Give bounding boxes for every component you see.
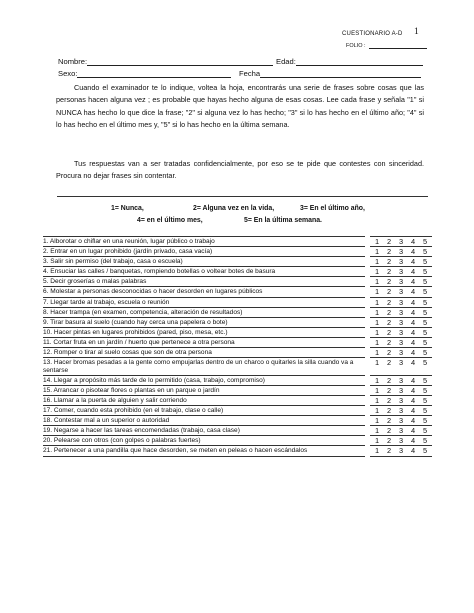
answer-option-1[interactable]: 1 bbox=[374, 337, 380, 347]
question-text: 3. Salir sin permiso (del trabajo, casa o escuela) bbox=[43, 257, 365, 267]
answer-option-5[interactable]: 5 bbox=[422, 426, 428, 436]
answer-option-5[interactable]: 5 bbox=[422, 267, 428, 277]
answer-option-2[interactable]: 2 bbox=[386, 277, 392, 287]
question-text: 10. Hacer pintas en lugares prohibidos (pared, piso, mesa, etc.) bbox=[43, 327, 365, 337]
answer-option-1[interactable]: 1 bbox=[374, 297, 380, 307]
answer-option-4[interactable]: 4 bbox=[410, 348, 416, 358]
answer-option-5[interactable]: 5 bbox=[422, 436, 428, 446]
page-number: 1 bbox=[414, 27, 419, 37]
fecha-input-line[interactable] bbox=[260, 69, 421, 78]
answer-scale bbox=[370, 278, 432, 286]
answer-scale bbox=[370, 319, 432, 327]
answer-option-4[interactable]: 4 bbox=[410, 406, 416, 416]
answer-option-4[interactable]: 4 bbox=[410, 297, 416, 307]
question-row bbox=[43, 277, 432, 287]
question-row bbox=[43, 375, 432, 385]
question-text: 17. Comer, cuando esta prohibido (en el trabajo, clase o calle) bbox=[43, 406, 365, 416]
answer-option-3[interactable]: 3 bbox=[398, 446, 404, 456]
answer-option-1[interactable]: 1 bbox=[374, 348, 380, 358]
question-row bbox=[43, 348, 432, 358]
answer-option-5[interactable]: 5 bbox=[422, 287, 428, 297]
sexo-label: Sexo: bbox=[58, 69, 78, 78]
answer-options bbox=[370, 416, 432, 426]
answer-option-3[interactable]: 3 bbox=[398, 385, 404, 395]
answer-option-2[interactable]: 2 bbox=[386, 436, 392, 446]
legend-ultimo-mes: 4= en el último mes, bbox=[137, 217, 203, 224]
answer-option-3[interactable]: 3 bbox=[398, 375, 404, 385]
answer-option-4[interactable]: 4 bbox=[410, 237, 416, 246]
answer-option-3[interactable]: 3 bbox=[398, 247, 404, 257]
answer-option-2[interactable]: 2 bbox=[386, 287, 392, 297]
answer-option-3[interactable]: 3 bbox=[398, 237, 404, 246]
answer-options bbox=[370, 436, 432, 446]
sexo-input-line[interactable] bbox=[77, 69, 231, 78]
folio-label: FOLIO : bbox=[346, 43, 366, 49]
question-row bbox=[43, 247, 432, 257]
answer-option-5[interactable]: 5 bbox=[422, 348, 428, 358]
answer-options bbox=[370, 396, 432, 406]
edad-field bbox=[276, 57, 423, 66]
folio-field bbox=[346, 43, 427, 49]
answer-option-4[interactable]: 4 bbox=[410, 317, 416, 327]
answer-option-2[interactable]: 2 bbox=[386, 348, 392, 358]
question-row bbox=[43, 237, 432, 247]
answer-option-3[interactable]: 3 bbox=[398, 436, 404, 446]
answer-option-1[interactable]: 1 bbox=[374, 446, 380, 456]
question-row bbox=[43, 307, 432, 317]
answer-options bbox=[370, 348, 432, 358]
question-row bbox=[43, 287, 432, 297]
answer-option-3[interactable]: 3 bbox=[398, 426, 404, 436]
answer-option-4[interactable]: 4 bbox=[410, 257, 416, 267]
question-text: 21. Pertenecer a una pandilla que hace desorden, se meten en peleas o hacen escándalos bbox=[43, 446, 365, 456]
answer-option-3[interactable]: 3 bbox=[398, 348, 404, 358]
answer-options bbox=[370, 337, 432, 347]
question-text: 18. Contestar mal a un superior o autoridad bbox=[43, 416, 365, 426]
answer-options bbox=[370, 237, 432, 247]
answer-option-3[interactable]: 3 bbox=[398, 277, 404, 287]
question-row bbox=[43, 327, 432, 337]
answer-option-2[interactable]: 2 bbox=[386, 396, 392, 405]
answer-scale bbox=[370, 397, 432, 405]
answer-option-3[interactable]: 3 bbox=[398, 337, 404, 347]
answer-option-2[interactable]: 2 bbox=[386, 337, 392, 347]
answer-options bbox=[370, 297, 432, 307]
answer-options bbox=[370, 426, 432, 436]
answer-option-2[interactable]: 2 bbox=[386, 297, 392, 307]
answer-scale bbox=[370, 288, 432, 296]
answer-scale bbox=[370, 258, 432, 266]
answer-option-4[interactable]: 4 bbox=[410, 375, 416, 385]
answer-options bbox=[370, 307, 432, 317]
answer-options bbox=[370, 375, 432, 385]
answer-option-3[interactable]: 3 bbox=[398, 317, 404, 327]
answer-option-4[interactable]: 4 bbox=[410, 436, 416, 446]
answer-scale bbox=[370, 238, 432, 246]
answer-option-4[interactable]: 4 bbox=[410, 385, 416, 395]
answer-scale bbox=[370, 447, 432, 455]
answer-option-3[interactable]: 3 bbox=[398, 267, 404, 277]
answer-option-1[interactable]: 1 bbox=[374, 287, 380, 297]
answer-scale bbox=[370, 248, 432, 256]
answer-option-3[interactable]: 3 bbox=[398, 297, 404, 307]
answer-option-1[interactable]: 1 bbox=[374, 396, 380, 405]
answer-scale bbox=[370, 299, 432, 307]
answer-option-5[interactable]: 5 bbox=[422, 327, 428, 337]
answer-option-4[interactable]: 4 bbox=[410, 358, 416, 368]
answer-option-1[interactable]: 1 bbox=[374, 307, 380, 317]
question-row bbox=[43, 416, 432, 426]
answer-option-2[interactable]: 2 bbox=[386, 426, 392, 436]
edad-input-line[interactable] bbox=[296, 57, 423, 66]
answer-options bbox=[370, 317, 432, 327]
answer-options bbox=[370, 257, 432, 267]
question-text: 6. Molestar a personas desconocidas o hacer desorden en lugares públicos bbox=[43, 287, 365, 297]
answer-options bbox=[370, 267, 432, 277]
answer-scale bbox=[370, 329, 432, 337]
answer-option-5[interactable]: 5 bbox=[422, 446, 428, 456]
answer-options bbox=[370, 358, 432, 376]
question-text: 7. Llegar tarde al trabajo, escuela o reunión bbox=[43, 297, 365, 307]
answer-option-1[interactable]: 1 bbox=[374, 257, 380, 267]
answer-option-5[interactable]: 5 bbox=[422, 247, 428, 257]
edad-label: Edad: bbox=[276, 57, 296, 66]
answer-scale bbox=[370, 437, 432, 445]
answer-options bbox=[370, 247, 432, 257]
nombre-field bbox=[58, 57, 273, 66]
answer-option-5[interactable]: 5 bbox=[422, 375, 428, 385]
question-text: 2. Entrar en un lugar prohibido (jardín privado, casa vacía) bbox=[43, 247, 365, 257]
answer-option-5[interactable]: 5 bbox=[422, 396, 428, 405]
question-text: 9. Tirar basura al suelo (cuando hay cerca una papelera o bote) bbox=[43, 317, 365, 327]
answer-option-5[interactable]: 5 bbox=[422, 337, 428, 347]
answer-option-2[interactable]: 2 bbox=[386, 385, 392, 395]
answer-option-4[interactable]: 4 bbox=[410, 446, 416, 456]
answer-option-2[interactable]: 2 bbox=[386, 307, 392, 317]
question-text: 11. Cortar fruta en un jardín / huerto que pertenece a otra persona bbox=[43, 337, 365, 347]
answer-option-1[interactable]: 1 bbox=[374, 267, 380, 277]
answer-option-1[interactable]: 1 bbox=[374, 406, 380, 416]
question-row bbox=[43, 406, 432, 416]
answer-option-3[interactable]: 3 bbox=[398, 257, 404, 267]
answer-option-2[interactable]: 2 bbox=[386, 375, 392, 385]
answer-option-5[interactable]: 5 bbox=[422, 416, 428, 426]
question-text: 8. Hacer trampa (en examen, competencia, alteración de resultados) bbox=[43, 307, 365, 317]
folio-input-line[interactable] bbox=[369, 43, 427, 49]
answer-option-4[interactable]: 4 bbox=[410, 426, 416, 436]
answer-option-2[interactable]: 2 bbox=[386, 416, 392, 426]
answer-scale bbox=[370, 309, 432, 317]
answer-option-3[interactable]: 3 bbox=[398, 406, 404, 416]
answer-option-3[interactable]: 3 bbox=[398, 327, 404, 337]
questionnaire-table bbox=[43, 236, 432, 457]
answer-options bbox=[370, 406, 432, 416]
answer-option-1[interactable]: 1 bbox=[374, 327, 380, 337]
question-text: 14. Llegar a propósito más tarde de lo permitido (casa, trabajo, compromiso) bbox=[43, 375, 365, 385]
answer-scale bbox=[370, 427, 432, 435]
question-row bbox=[43, 297, 432, 307]
answer-option-3[interactable]: 3 bbox=[398, 396, 404, 405]
answer-option-5[interactable]: 5 bbox=[422, 277, 428, 287]
answer-option-5[interactable]: 5 bbox=[422, 317, 428, 327]
question-text: 5. Decir groserías o malas palabras bbox=[43, 277, 365, 287]
answer-option-1[interactable]: 1 bbox=[374, 436, 380, 446]
answer-option-4[interactable]: 4 bbox=[410, 247, 416, 257]
answer-option-5[interactable]: 5 bbox=[422, 257, 428, 267]
answer-option-4[interactable]: 4 bbox=[410, 277, 416, 287]
answer-options bbox=[370, 385, 432, 395]
legend-alguna-vez: 2= Alguna vez en la vida, bbox=[193, 205, 275, 212]
question-row bbox=[43, 446, 432, 456]
answer-scale bbox=[370, 268, 432, 276]
legend-ultimo-ano: 3= En el último año, bbox=[300, 205, 365, 212]
answer-option-4[interactable]: 4 bbox=[410, 416, 416, 426]
answer-option-5[interactable]: 5 bbox=[422, 307, 428, 317]
question-text: 15. Arrancar o pisotear flores o plantas en un parque o jardín bbox=[43, 385, 365, 395]
divider bbox=[57, 196, 428, 197]
answer-option-1[interactable]: 1 bbox=[374, 317, 380, 327]
answer-option-2[interactable]: 2 bbox=[386, 446, 392, 456]
answer-option-4[interactable]: 4 bbox=[410, 307, 416, 317]
answer-scale bbox=[370, 339, 432, 347]
answer-option-1[interactable]: 1 bbox=[374, 426, 380, 436]
question-text: 4. Ensuciar las calles / banquetas, rompiendo botellas o voltear botes de basura bbox=[43, 267, 365, 277]
answer-options bbox=[370, 277, 432, 287]
answer-option-4[interactable]: 4 bbox=[410, 267, 416, 277]
question-row bbox=[43, 358, 432, 376]
legend-nunca: 1= Nunca, bbox=[111, 205, 144, 212]
answer-option-5[interactable]: 5 bbox=[422, 297, 428, 307]
question-row bbox=[43, 267, 432, 277]
question-text: 13. Hacer bromas pesadas a la gente como empujarlas dentro de un charco o quitarles la silla cuando va a sentarse bbox=[43, 358, 365, 376]
answer-option-2[interactable]: 2 bbox=[386, 406, 392, 416]
answer-options bbox=[370, 446, 432, 456]
question-row bbox=[43, 436, 432, 446]
question-row bbox=[43, 257, 432, 267]
question-text: 20. Pelearse con otros (con golpes o palabras fuertes) bbox=[43, 436, 365, 446]
confidentiality-paragraph: Tus respuestas van a ser tratadas confidencialmente, por eso se te pide que contestes con sinceridad. Procura no dejar frases sin contentar. bbox=[56, 159, 424, 181]
fecha-label: Fecha bbox=[239, 69, 261, 78]
answer-option-2[interactable]: 2 bbox=[386, 257, 392, 267]
question-text: 16. Llamar a la puerta de alguien y salir corriendo bbox=[43, 396, 365, 406]
answer-option-1[interactable]: 1 bbox=[374, 385, 380, 395]
answer-option-3[interactable]: 3 bbox=[398, 287, 404, 297]
legend-ultima-semana: 5= En la última semana. bbox=[244, 217, 322, 224]
question-row bbox=[43, 396, 432, 406]
answer-scale bbox=[370, 377, 432, 385]
fecha-field bbox=[239, 69, 421, 78]
answer-option-5[interactable]: 5 bbox=[422, 406, 428, 416]
question-text: 19. Negarse a hacer las tareas encomendadas (trabajo, casa clase) bbox=[43, 426, 365, 436]
question-row bbox=[43, 337, 432, 347]
answer-option-1[interactable]: 1 bbox=[374, 247, 380, 257]
answer-option-1[interactable]: 1 bbox=[374, 237, 380, 246]
answer-scale bbox=[370, 387, 432, 395]
answer-option-5[interactable]: 5 bbox=[422, 358, 428, 368]
answer-option-5[interactable]: 5 bbox=[422, 237, 428, 246]
answer-option-3[interactable]: 3 bbox=[398, 358, 404, 368]
answer-option-2[interactable]: 2 bbox=[386, 317, 392, 327]
question-text: 12. Romper o tirar al suelo cosas que son de otra persona bbox=[43, 348, 365, 358]
answer-option-2[interactable]: 2 bbox=[386, 327, 392, 337]
answer-option-1[interactable]: 1 bbox=[374, 416, 380, 426]
question-row bbox=[43, 426, 432, 436]
answer-option-4[interactable]: 4 bbox=[410, 287, 416, 297]
question-row bbox=[43, 317, 432, 327]
answer-option-1[interactable]: 1 bbox=[374, 358, 380, 368]
answer-options bbox=[370, 327, 432, 337]
answer-option-4[interactable]: 4 bbox=[410, 396, 416, 405]
answer-scale bbox=[370, 417, 432, 425]
answer-option-2[interactable]: 2 bbox=[386, 237, 392, 246]
nombre-input-line[interactable] bbox=[87, 57, 273, 66]
answer-option-4[interactable]: 4 bbox=[410, 327, 416, 337]
answer-option-4[interactable]: 4 bbox=[410, 337, 416, 347]
sexo-field bbox=[58, 69, 231, 78]
instructions-paragraph: Cuando el examinador te lo indique, voltea la hoja, encontrarás una serie de frases sobre cosas que las personas hacen alguna vez ; es probable que hayas hecho alguna de esas cosas. Lee cada frase y señala "1" si NUNCA has hecho lo que dice la frase; "2" si alguna vez lo has hecho; "3" si lo has hecho en el último año; "4" si lo has hecho en el último mes y, "5" si lo has hecho en la última semana. bbox=[56, 83, 424, 130]
answer-option-5[interactable]: 5 bbox=[422, 385, 428, 395]
answer-option-3[interactable]: 3 bbox=[398, 307, 404, 317]
answer-option-2[interactable]: 2 bbox=[386, 267, 392, 277]
question-text: 1. Alborotar o chiflar en una reunión, lugar público o trabajo bbox=[43, 237, 365, 247]
answer-option-2[interactable]: 2 bbox=[386, 247, 392, 257]
answer-option-3[interactable]: 3 bbox=[398, 416, 404, 426]
nombre-label: Nombre: bbox=[58, 57, 88, 66]
answer-option-1[interactable]: 1 bbox=[374, 375, 380, 385]
answer-scale bbox=[370, 407, 432, 415]
answer-scale bbox=[370, 359, 432, 367]
answer-option-1[interactable]: 1 bbox=[374, 277, 380, 287]
answer-option-2[interactable]: 2 bbox=[386, 358, 392, 368]
questionnaire-code: CUESTIONARIO A-D bbox=[342, 31, 403, 37]
answer-scale bbox=[370, 349, 432, 357]
answer-options bbox=[370, 287, 432, 297]
question-row bbox=[43, 385, 432, 395]
